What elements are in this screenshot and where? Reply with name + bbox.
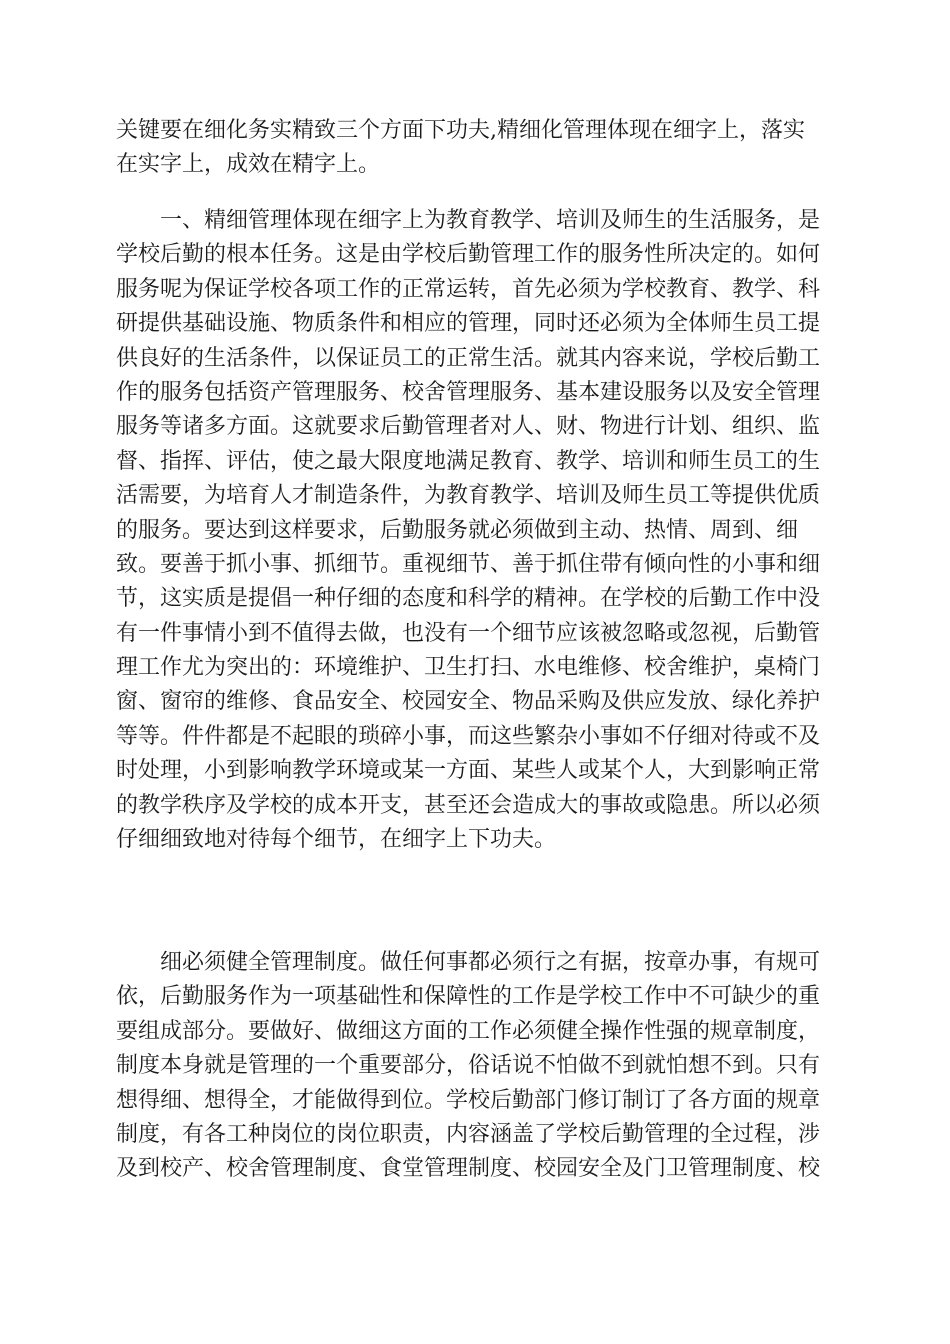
paragraph-1 <box>116 114 805 183</box>
text-line: 关键要在细化务实精致三个方面下功夫,精细化管理体现在细字上，落实 <box>116 118 805 143</box>
paragraph-3 <box>116 946 820 1187</box>
text-line: 制度本身就是管理的一个重要部分，俗话说不怕做不到就怕想不到。只有 <box>116 1053 821 1079</box>
text-line: 学校后勤的根本任务。这是由学校后勤管理工作的服务性所决定的。如何 <box>116 242 821 268</box>
text-line: 窗、窗帘的维修、食品安全、校园安全、物品采购及供应发放、绿化养护 <box>116 689 821 715</box>
text-line: 依，后勤服务作为一项基础性和保障性的工作是学校工作中不可缺少的重 <box>116 984 821 1010</box>
text-line: 仔细细致地对待每个细节，在细字上下功夫。 <box>116 827 557 853</box>
text-line: 理工作尤为突出的：环境维护、卫生打扫、水电维修、校舍维护，桌椅门 <box>116 655 821 681</box>
text-line: 的服务。要达到这样要求，后勤服务就必须做到主动、热情、周到、细 <box>116 517 799 543</box>
text-line: 要组成部分。要做好、做细这方面的工作必须健全操作性强的规章制度， <box>116 1018 821 1044</box>
text-line: 细必须健全管理制度。做任何事都必须行之有据，按章办事，有规可 <box>116 950 821 975</box>
text-line: 制度，有各工种岗位的岗位职责，内容涵盖了学校后勤管理的全过程，涉 <box>116 1121 821 1147</box>
text-line: 一、精细管理体现在细字上为教育教学、培训及师生的生活服务，是 <box>116 208 821 233</box>
text-line: 服务呢为保证学校各项工作的正常运转，首先必须为学校教育、教学、科 <box>116 276 821 302</box>
text-line: 节，这实质是提倡一种仔细的态度和科学的精神。在学校的后勤工作中没 <box>116 586 821 612</box>
text-line: 供良好的生活条件，以保证员工的正常生活。就其内容来说，学校后勤工 <box>116 345 821 371</box>
text-line: 活需要，为培育人才制造条件，为教育教学、培训及师生员工等提供优质 <box>116 483 821 509</box>
text-line: 在实字上，成效在精字上。 <box>116 152 381 178</box>
text-line: 督、指挥、评估，使之最大限度地满足教育、教学、培训和师生员工的生 <box>116 448 821 474</box>
text-line: 及到校产、校舍管理制度、食堂管理制度、校园安全及门卫管理制度、校 <box>116 1156 821 1182</box>
paragraph-2 <box>116 204 820 857</box>
text-line: 研提供基础设施、物质条件和相应的管理，同时还必须为全体师生员工提 <box>116 311 821 337</box>
text-line: 作的服务包括资产管理服务、校舍管理服务、基本建设服务以及安全管理 <box>116 379 821 405</box>
text-line: 想得细、想得全，才能做得到位。学校后勤部门修订制订了各方面的规章 <box>116 1087 821 1113</box>
text-line: 的教学秩序及学校的成本开支，甚至还会造成大的事故或隐患。所以必须 <box>116 792 821 818</box>
text-line: 等等。件件都是不起眼的琐碎小事，而这些繁杂小事如不仔细对待或不及 <box>116 723 821 749</box>
text-line: 致。要善于抓小事、抓细节。重视细节、善于抓住带有倾向性的小事和细 <box>116 551 821 577</box>
text-line: 有一件事情小到不值得去做，也没有一个细节应该被忽略或忽视，后勤管 <box>116 620 821 646</box>
text-line: 服务等诸多方面。这就要求后勤管理者对人、财、物进行计划、组织、监 <box>116 414 821 440</box>
text-line: 时处理，小到影响教学环境或某一方面、某些人或某个人，大到影响正常 <box>116 758 821 784</box>
